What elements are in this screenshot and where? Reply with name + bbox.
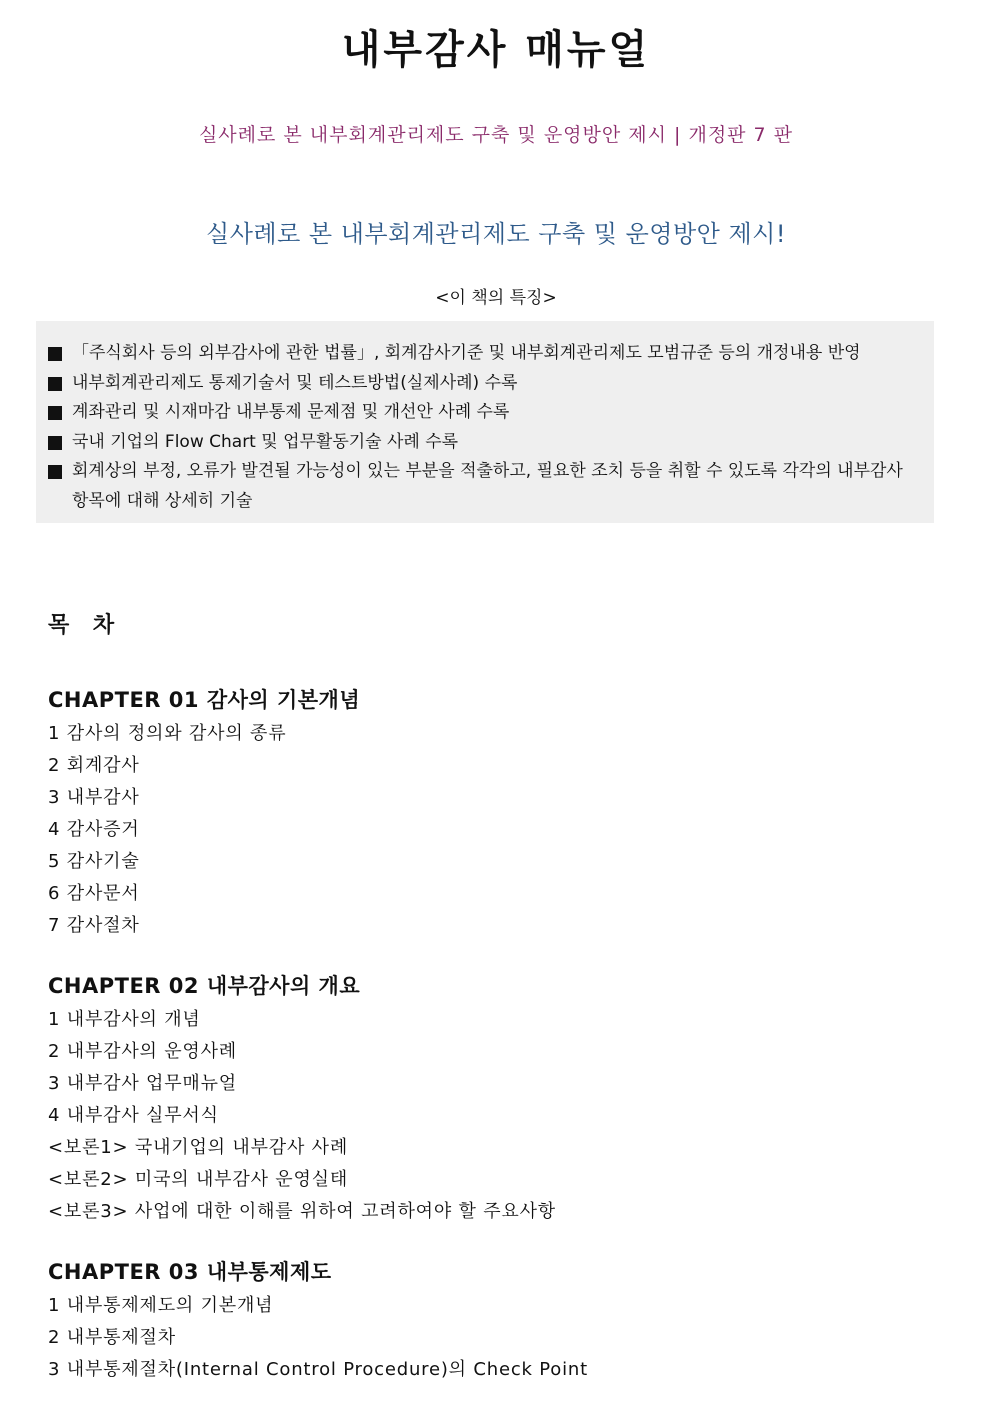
feature-item <box>48 457 910 516</box>
toc-item: 2 내부감사의 운영사례 <box>48 1041 237 1062</box>
toc-item: <보론2> 미국의 내부감사 운영실태 <box>48 1169 349 1190</box>
feature-text: 회계상의 부정, 오류가 발견될 가능성이 있는 부분을 적출하고, 필요한 조치 등을 취할 수 있도록 각각의 내부감사 항목에 대해 상세히 기술 <box>72 461 903 511</box>
feature-text: 계좌관리 및 시재마감 내부통제 문제점 및 개선안 사례 수록 <box>72 402 510 422</box>
toc-item: <보론3> 사업에 대한 이해를 위하여 고려하여야 할 주요사항 <box>48 1201 556 1222</box>
toc-item: 1 내부감사의 개념 <box>48 1009 201 1030</box>
toc-item: 6 감사문서 <box>48 883 140 904</box>
square-bullet-icon <box>48 406 62 420</box>
chapter-02 <box>48 968 948 1228</box>
toc-item: 4 내부감사 실무서식 <box>48 1105 219 1126</box>
chapter-title: CHAPTER 01 감사의 기본개념 <box>48 688 361 712</box>
feature-text: 내부회계관리제도 통제기술서 및 테스트방법(실제사례) 수록 <box>72 372 518 393</box>
toc-item: <보론1> 국내기업의 내부감사 사례 <box>48 1137 349 1158</box>
chapter-03 <box>48 1254 948 1386</box>
toc-item: 3 내부통제절차(Internal Control Procedure)의 Check Point <box>48 1359 588 1380</box>
feature-item <box>48 398 910 428</box>
chapter-item-list <box>48 1004 948 1228</box>
toc-item: 1 감사의 정의와 감사의 종류 <box>48 723 287 744</box>
toc-item: 2 회계감사 <box>48 755 140 776</box>
toc-item: 3 내부감사 업무매뉴얼 <box>48 1073 237 1094</box>
chapter-01 <box>48 682 948 942</box>
features-box <box>36 321 934 523</box>
feature-text: 국내 기업의 Flow Chart 및 업무활동기술 사례 수록 <box>72 431 459 452</box>
toc-heading: 목 차 <box>48 613 123 638</box>
square-bullet-icon <box>48 436 62 450</box>
feature-item <box>48 339 910 369</box>
page-title: 내부감사 매뉴얼 <box>341 27 651 73</box>
square-bullet-icon <box>48 465 62 479</box>
feature-item <box>48 369 910 399</box>
table-of-contents <box>48 682 948 1412</box>
square-bullet-icon <box>48 347 62 361</box>
features-label: <이 책의 특징> <box>435 288 557 308</box>
chapter-item-list <box>48 718 948 942</box>
toc-item: 7 감사절차 <box>48 915 140 936</box>
toc-item: 3 내부감사 <box>48 787 140 808</box>
chapter-title: CHAPTER 03 내부통제제도 <box>48 1260 332 1284</box>
chapter-item-list <box>48 1290 948 1386</box>
toc-item: 2 내부통제절차 <box>48 1327 176 1348</box>
book-subtitle: 실사례로 본 내부회계관리제도 구축 및 운영방안 제시 | 개정판 7 판 <box>198 124 794 146</box>
intro-headline: 실사례로 본 내부회계관리제도 구축 및 운영방안 제시! <box>206 220 786 248</box>
square-bullet-icon <box>48 377 62 391</box>
feature-text: 「주식회사 등의 외부감사에 관한 법률」, 회계감사기준 및 내부회계관리제도 모범규준 등의 개정내용 반영 <box>72 343 861 363</box>
toc-item: 4 감사증거 <box>48 819 140 840</box>
chapter-title: CHAPTER 02 내부감사의 개요 <box>48 974 361 998</box>
toc-item: 1 내부통제제도의 기본개념 <box>48 1295 274 1316</box>
feature-item <box>48 428 910 458</box>
toc-item: 5 감사기술 <box>48 851 140 872</box>
